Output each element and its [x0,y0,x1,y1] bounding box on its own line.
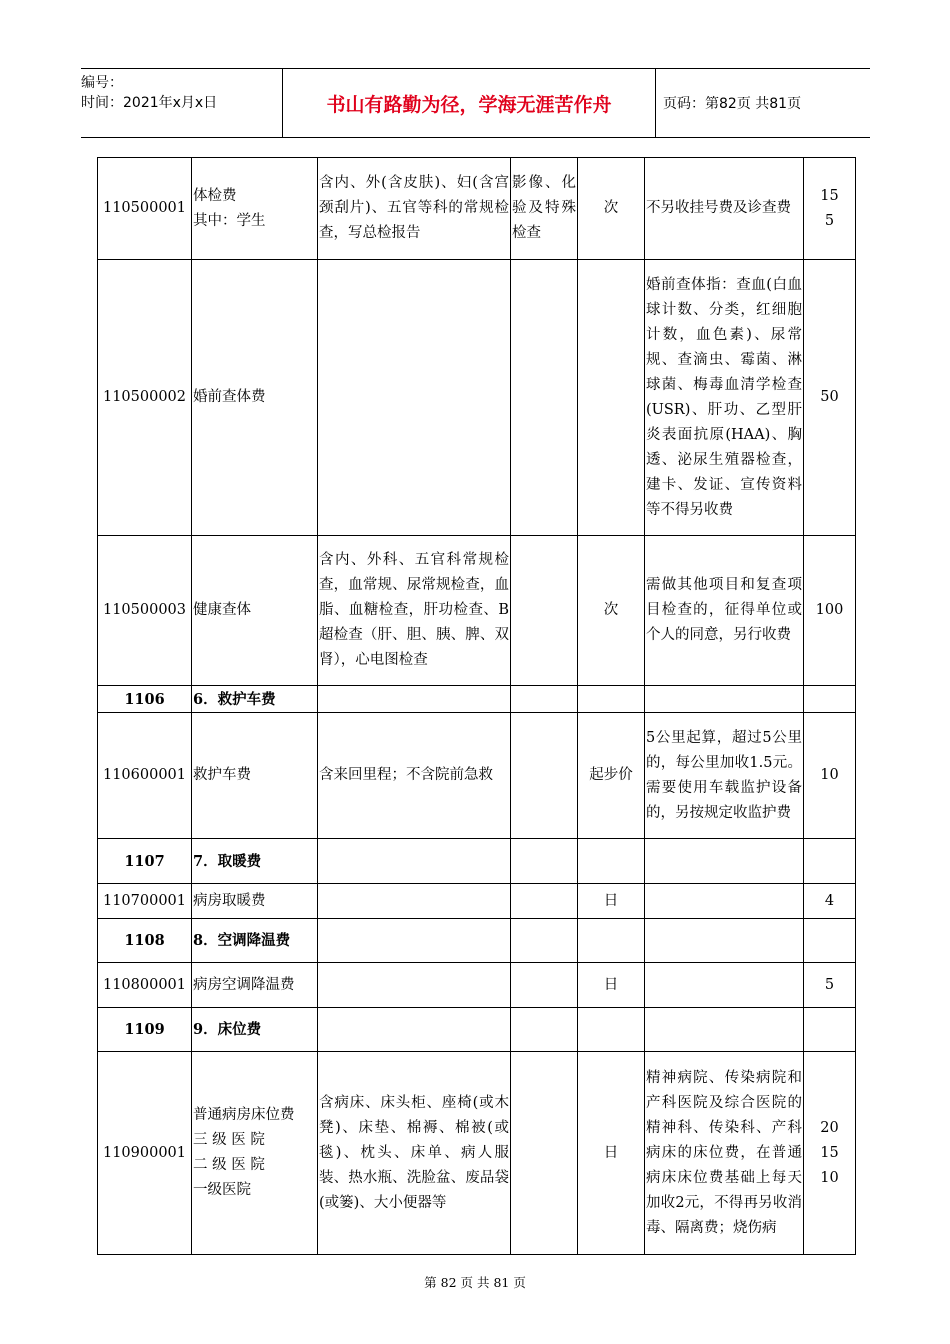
unit-cell [578,839,645,884]
content-cell: 含内、外(含皮肤)、妇(含宫颈刮片)、五官等科的常规检查，写总检报告 [318,158,511,260]
unit-cell: 起步价 [578,713,645,839]
unit-cell: 次 [578,158,645,260]
except-cell [511,1008,578,1052]
code-cell: 110500003 [98,536,192,686]
except-cell [511,713,578,839]
table-row [98,260,856,536]
name-cell: 病房空调降温费 [192,963,318,1008]
table-row [98,884,856,919]
unit-cell [578,260,645,536]
note-cell [645,839,804,884]
page-footer: 第 82 页 共 81 页 [424,1275,526,1290]
note-cell [645,919,804,963]
price-cell: 100 [804,536,856,686]
name-cell: 体检费 其中：学生 [192,158,318,260]
price-cell [804,686,856,713]
unit-cell: 日 [578,963,645,1008]
section-row [98,1008,856,1052]
price-cell [804,839,856,884]
section-row [98,686,856,713]
price-cell: 20 15 10 [804,1052,856,1255]
table-row [98,536,856,686]
content-cell: 含内、外科、五官科常规检查，血常规、尿常规检查，血脂、血糖检查，肝功检查、B超检查（肝、胆、胰、脾、双肾），心电图检查 [318,536,511,686]
code-cell: 1108 [98,919,192,963]
except-cell [511,536,578,686]
unit-cell: 日 [578,1052,645,1255]
except-cell [511,884,578,919]
price-cell: 5 [804,963,856,1008]
unit-cell [578,1008,645,1052]
note-cell: 需做其他项目和复查项目检查的，征得单位或个人的同意，另行收费 [645,536,804,686]
header-meta [81,69,282,141]
table-row [98,1052,856,1255]
name-cell: 7．取暖费 [192,839,318,884]
unit-cell [578,686,645,713]
price-cell: 10 [804,713,856,839]
note-cell [645,1008,804,1052]
table-row [98,713,856,839]
section-row [98,919,856,963]
note-cell [645,686,804,713]
note-cell: 不另收挂号费及诊查费 [645,158,804,260]
price-cell: 15 5 [804,158,856,260]
except-cell [511,963,578,1008]
except-cell [511,839,578,884]
date-label: 时间：2021年x月x日 [81,95,218,111]
code-cell: 1106 [98,686,192,713]
header-motto: 书山有路勤为径，学海无涯苦作舟 [282,69,656,137]
price-cell: 4 [804,884,856,919]
code-cell: 110500001 [98,158,192,260]
content-cell [318,260,511,536]
name-cell: 8．空调降温费 [192,919,318,963]
content-cell: 含来回里程；不含院前急救 [318,713,511,839]
note-cell: 婚前查体指：查血(白血球计数、分类，红细胞计数，血色素)、尿常规、查滴虫、霉菌、淋球菌、梅毒血清学检查(USR)、肝功、乙型肝炎表面抗原(HAA)、胸透、泌尿生殖器检查，建卡、发证、宣传资料等不得另收费 [645,260,804,536]
content-cell [318,963,511,1008]
except-cell [511,1052,578,1255]
content-cell [318,839,511,884]
page-header [81,68,870,138]
name-cell: 普通病房床位费 三 级 医 院 二 级 医 院 一级医院 [192,1052,318,1255]
except-cell [511,686,578,713]
header-page-label: 页码：第82页 共81页 [663,96,802,112]
name-cell: 婚前查体费 [192,260,318,536]
table-row [98,963,856,1008]
name-cell: 病房取暖费 [192,884,318,919]
except-cell: 影像、化验及特殊检查 [511,158,578,260]
code-cell: 110600001 [98,713,192,839]
table-row [98,158,856,260]
content-cell: 含病床、床头柜、座椅(或木凳)、床垫、棉褥、棉被(或毯)、枕头、床单、病人服装、热水瓶、洗脸盆、废品袋(或篓)、大小便器等 [318,1052,511,1255]
name-cell: 9．床位费 [192,1008,318,1052]
except-cell [511,919,578,963]
unit-cell: 次 [578,536,645,686]
code-cell: 110800001 [98,963,192,1008]
note-cell [645,884,804,919]
content-cell [318,919,511,963]
content-cell [318,686,511,713]
code-cell: 1107 [98,839,192,884]
name-cell: 健康查体 [192,536,318,686]
code-cell: 110500002 [98,260,192,536]
name-cell: 救护车费 [192,713,318,839]
price-cell: 50 [804,260,856,536]
unit-cell: 日 [578,884,645,919]
except-cell [511,260,578,536]
price-cell [804,1008,856,1052]
content-cell [318,1008,511,1052]
code-cell: 110700001 [98,884,192,919]
code-cell: 1109 [98,1008,192,1052]
name-cell: 6．救护车费 [192,686,318,713]
note-cell: 精神病院、传染病院和产科医院及综合医院的精神科、传染科、产科病床的床位费，在普通病床床位费基础上每天加收2元，不得再另收消毒、隔离费；烧伤病 [645,1052,804,1255]
note-cell: 5公里起算，超过5公里的，每公里加收1.5元。需要使用车载监护设备的，另按规定收监护费 [645,713,804,839]
section-row [98,839,856,884]
number-label: 编号： [81,75,123,91]
note-cell [645,963,804,1008]
fee-table [97,157,856,1255]
code-cell: 110900001 [98,1052,192,1255]
price-cell [804,919,856,963]
content-cell [318,884,511,919]
unit-cell [578,919,645,963]
